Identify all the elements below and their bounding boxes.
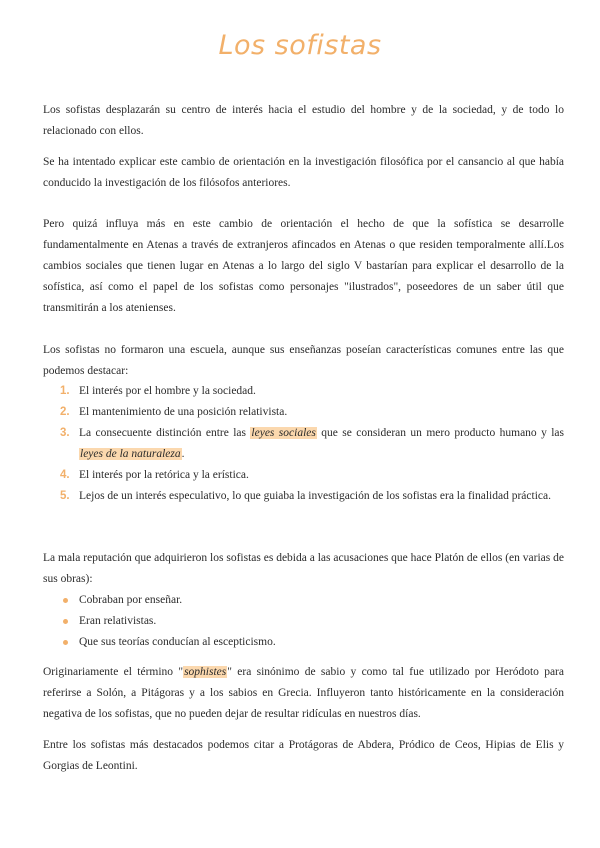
term-text-post: " era sinónimo de sabio y como tal fue utilizado por Heródoto para referirse a Solón, a Pitágoras y a los sabios en Grecia. Influyeron tanto históricamente en la consideración negativa de los sofistas, que no pueden dejar de resultar ridículas en nuestros días. — [43, 666, 564, 720]
list-item-text-mid: que se consideran un mero producto humano y las — [316, 427, 564, 439]
bullet-item — [43, 611, 564, 632]
paragraph-change-explanation: Se ha intentado explicar este cambio de orientación en la investigación filosófica por el cansancio al que había conducido la investigación de los filósofos anteriores. — [43, 156, 564, 189]
highlight-social-laws: leyes sociales — [251, 427, 316, 439]
paragraph-reputation: La mala reputación que adquirieron los sofistas es debida a las acusaciones que hace Platón de ellos (en varias de sus obras): — [43, 552, 564, 585]
list-item-text-post: . — [181, 448, 185, 460]
list-item-text: Lejos de un interés especulativo, lo que guiaba la investigación de los sofistas era la finalidad práctica. — [79, 490, 551, 502]
list-number: 2. — [60, 406, 70, 418]
bullet-icon — [63, 598, 68, 603]
paragraph-characteristics: Los sofistas no formaron una escuela, aunque sus enseñanzas poseían características comunes entre las que podemos destacar: — [43, 344, 564, 377]
bullet-item — [43, 590, 564, 611]
term-text-pre: Originariamente el término " — [43, 666, 184, 678]
list-item-text: El interés por el hombre y la sociedad. — [79, 385, 256, 397]
highlight-sophistes: sophistes — [184, 666, 227, 678]
characteristics-list — [43, 381, 564, 507]
bullet-item — [43, 632, 564, 653]
list-item — [43, 486, 564, 507]
list-item-text-pre: La consecuente distinción entre las — [79, 427, 251, 439]
list-item-text: El interés por la retórica y la erística. — [79, 469, 249, 481]
list-number: 5. — [60, 490, 70, 502]
bullet-icon — [63, 619, 68, 624]
list-number: 3. — [60, 427, 70, 439]
list-item — [43, 423, 564, 465]
list-item-text: El mantenimiento de una posición relativista. — [79, 406, 288, 418]
page-title: Los sofistas — [218, 30, 382, 61]
list-number: 1. — [60, 385, 70, 397]
paragraph-intro: Los sofistas desplazarán su centro de interés hacia el estudio del hombre y de la sociedad, y de todo lo relacionado con ellos. — [43, 104, 564, 137]
list-number: 4. — [60, 469, 70, 481]
bullet-item-text: Cobraban por enseñar. — [79, 594, 183, 606]
list-item — [43, 402, 564, 423]
list-item — [43, 465, 564, 486]
accusations-list — [43, 590, 564, 653]
paragraph-term-origin — [43, 662, 564, 725]
bullet-icon — [63, 640, 68, 645]
bullet-item-text: Que sus teorías conducían al escepticismo. — [79, 636, 276, 648]
paragraph-athens: Pero quizá influya más en este cambio de orientación el hecho de que la sofística se desarrolle fundamentalmente en Atenas a través de extranjeros afincados en Atenas o que residen temporalmente allí.Los cambios sociales que tienen lugar en Atenas a lo largo del siglo V bastarían para explicar el desarrollo de la sofística, así como el papel de los sofistas como personajes "ilustrados", poseedores de un saber útil que transmitirán a los atenienses. — [43, 218, 564, 314]
bullet-item-text: Eran relativistas. — [79, 615, 157, 627]
paragraph-notable-sophists: Entre los sofistas más destacados podemos citar a Protágoras de Abdera, Pródico de Ceos, Hipias de Elis y Gorgias de Leontini. — [43, 739, 564, 772]
list-item — [43, 381, 564, 402]
highlight-natural-laws: leyes de la naturaleza — [80, 448, 181, 460]
